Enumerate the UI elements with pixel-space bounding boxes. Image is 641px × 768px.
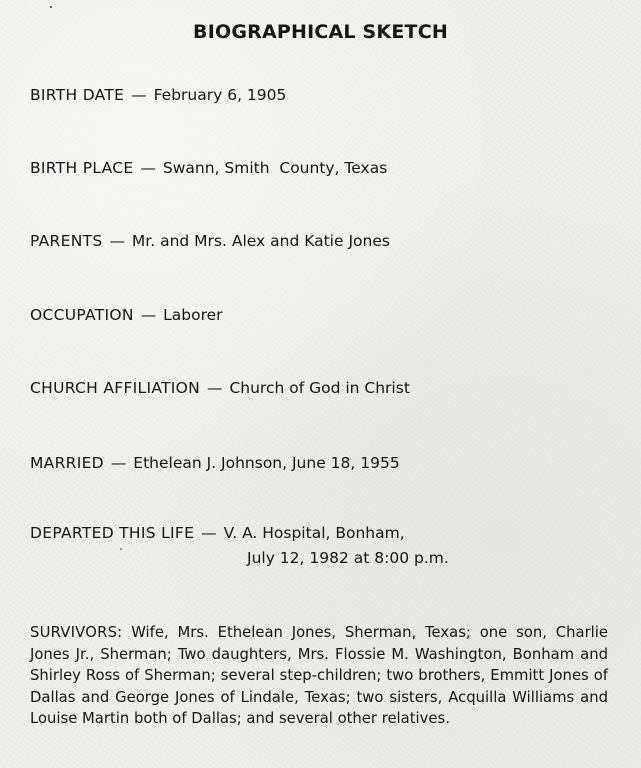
survivors-paragraph (30, 622, 608, 730)
ink-speck (50, 6, 52, 8)
ink-speck (120, 548, 122, 550)
birth-date-entry (30, 86, 286, 104)
entry-separator: — (140, 306, 157, 324)
entry-value: Swann, Smith County, Texas (162, 159, 388, 177)
entry-label: MARRIED (30, 454, 104, 472)
entry-separator: — (109, 232, 125, 250)
survivors-label: SURVIVORS: (30, 624, 123, 641)
survivors-text: Wife, Mrs. Ethelean Jones, Sherman, Texas; one son, Charlie Jones Jr., Sherman; Two daughters, Mrs. Flossie M. Washington, Bonham and Shirley Ross of Sherman; several step-children; two brothers, Emmitt Jones of Dallas and George Jones of Lindale, Texas; two sisters, Acquilla Williams and Louise Martin both of Dallas; and several other relatives. (30, 624, 608, 728)
entry-separator: — (110, 454, 127, 472)
parents-entry (30, 232, 390, 250)
entry-value: Laborer (163, 306, 223, 324)
entry-label: PARENTS (30, 232, 103, 250)
entry-label: CHURCH AFFILIATION (30, 379, 201, 397)
departed-entry (30, 524, 405, 542)
birth-place-entry (30, 159, 387, 177)
entry-label: DEPARTED THIS LIFE (30, 524, 195, 542)
occupation-entry (30, 306, 223, 324)
entry-value: Ethelean J. Johnson, June 18, 1955 (133, 454, 400, 472)
departed-entry-continuation: July 12, 1982 at 8:00 p.m. (247, 549, 449, 567)
entry-separator: — (207, 379, 223, 397)
church-affiliation-entry (30, 379, 410, 397)
page-title: BIOGRAPHICAL SKETCH (193, 21, 448, 43)
entry-label: OCCUPATION (30, 306, 134, 324)
entry-value: V. A. Hospital, Bonham, (223, 524, 405, 542)
entry-label: BIRTH DATE (30, 86, 125, 104)
entry-separator: — (140, 159, 156, 177)
entry-value: Mr. and Mrs. Alex and Katie Jones (131, 232, 390, 250)
entry-separator: — (131, 86, 147, 104)
married-entry (30, 454, 400, 472)
entry-label: BIRTH PLACE (30, 159, 134, 177)
entry-separator: — (201, 524, 217, 542)
entry-value: Church of God in Christ (229, 379, 410, 397)
entry-value: February 6, 1905 (153, 86, 287, 104)
